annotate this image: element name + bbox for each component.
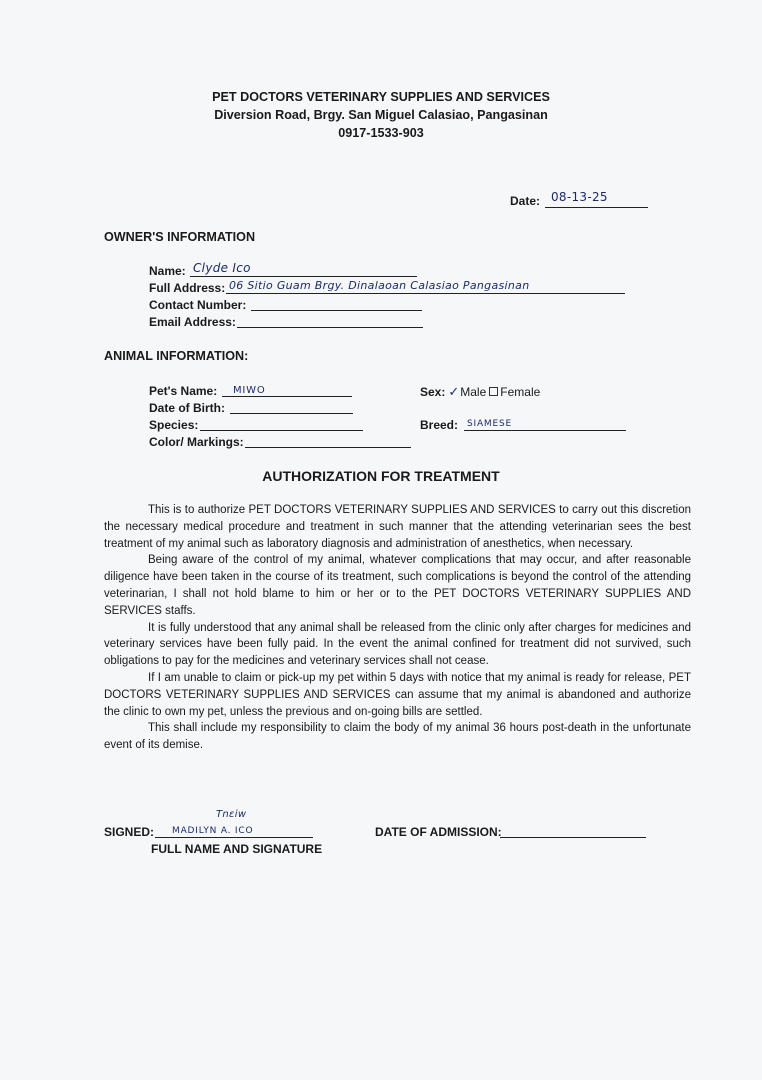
date-of-birth-label: Date of Birth: — [149, 401, 225, 415]
signature-underline — [155, 837, 313, 838]
sex-label: Sex: — [420, 385, 446, 399]
breed-label: Breed: — [420, 418, 459, 432]
full-address-underline — [226, 293, 625, 294]
owner-name-underline — [190, 276, 417, 277]
sex-option-male: Male — [460, 385, 487, 399]
signature-caption: FULL NAME AND SIGNATURE — [151, 842, 323, 856]
animal-info-heading: ANIMAL INFORMATION: — [104, 349, 249, 363]
authorization-title: AUTHORIZATION FOR TREATMENT — [262, 468, 500, 484]
clinic-address: Diversion Road, Brgy. San Miguel Calasiao, Pangasinan — [214, 108, 548, 122]
date-label: Date: — [510, 194, 541, 208]
male-checkbox-checked-icon[interactable]: ✓ — [448, 384, 460, 399]
contact-number-label: Contact Number: — [149, 298, 247, 312]
clinic-name: PET DOCTORS VETERINARY SUPPLIES AND SERVICES — [212, 90, 550, 104]
signed-name-field[interactable]: MADILYN A. ICO — [172, 826, 254, 836]
full-address-field[interactable]: 06 Sitio Guam Brgy. Dinalaoan Calasiao Pangasinan — [229, 279, 530, 292]
species-field[interactable] — [200, 430, 363, 431]
owner-name-label: Name: — [149, 264, 186, 278]
sex-field — [420, 384, 540, 400]
email-address-label: Email Address: — [149, 315, 236, 329]
authorization-paragraph: If I am unable to claim or pick-up my pet within 5 days with notice that my animal is ready for release, PET DOCTORS VETERINARY SUPPLIES AND SERVICES can assume that my animal is abandoned and authorize the clinic to own my pet, unless the previous and on-going bills are settled. — [104, 671, 691, 718]
pets-name-field[interactable]: MIWO — [233, 385, 266, 396]
authorization-paragraph: This shall include my responsibility to claim the body of my animal 36 hours post-death in the unfortunate event of its demise. — [104, 722, 691, 752]
date-value[interactable]: 08-13-25 — [551, 190, 608, 204]
date-underline — [545, 207, 648, 208]
female-checkbox-icon[interactable] — [489, 387, 498, 396]
breed-underline — [464, 430, 626, 431]
owner-info-heading: OWNER'S INFORMATION — [104, 230, 256, 244]
pets-name-label: Pet's Name: — [149, 384, 218, 398]
contact-number-field[interactable] — [251, 310, 422, 311]
clinic-phone: 0917-1533-903 — [338, 126, 424, 140]
email-address-field[interactable] — [237, 327, 423, 328]
pets-name-underline — [222, 396, 352, 397]
breed-field[interactable]: SIAMESE — [467, 419, 512, 429]
authorization-paragraph: It is fully understood that any animal shall be released from the clinic only after charges for medicines and veterinary services have been fully paid. In the event the animal confined for treatment did not survived, such obligations to pay for the medicines and veterinary services shall not cease. — [104, 621, 691, 668]
sex-option-female: Female — [500, 385, 541, 399]
date-of-admission-label: DATE OF ADMISSION: — [375, 825, 502, 839]
authorization-paragraph: This is to authorize PET DOCTORS VETERINARY SUPPLIES AND SERVICES to carry out this discretion the necessary medical procedure and treatment in such manner that the attending veterinarian sees the best treatment of my animal such as laboratory diagnosis and administration of anesthetics, when necessary. — [104, 504, 691, 550]
date-of-admission-field[interactable] — [500, 837, 646, 838]
color-markings-field[interactable] — [245, 447, 411, 448]
owner-name-field[interactable]: Clyde Ico — [193, 261, 251, 275]
species-label: Species: — [149, 418, 199, 432]
full-address-label: Full Address: — [149, 281, 226, 295]
signature-mark: Tnɛiw — [216, 809, 247, 820]
signed-label: SIGNED: — [104, 825, 155, 839]
authorization-body — [104, 502, 691, 754]
date-of-birth-field[interactable] — [230, 413, 353, 414]
color-markings-label: Color/ Markings: — [149, 435, 244, 449]
authorization-paragraph: Being aware of the control of my animal, whatever complications that may occur, and after reasonable diligence have been taken in the course of its treatment, such complications is beyond the control of the attending veterinarian, I shall not hold blame to him or her or to the PET DOCTORS VETERINARY SUPPLIES AND SERVICES staffs. — [104, 554, 691, 617]
